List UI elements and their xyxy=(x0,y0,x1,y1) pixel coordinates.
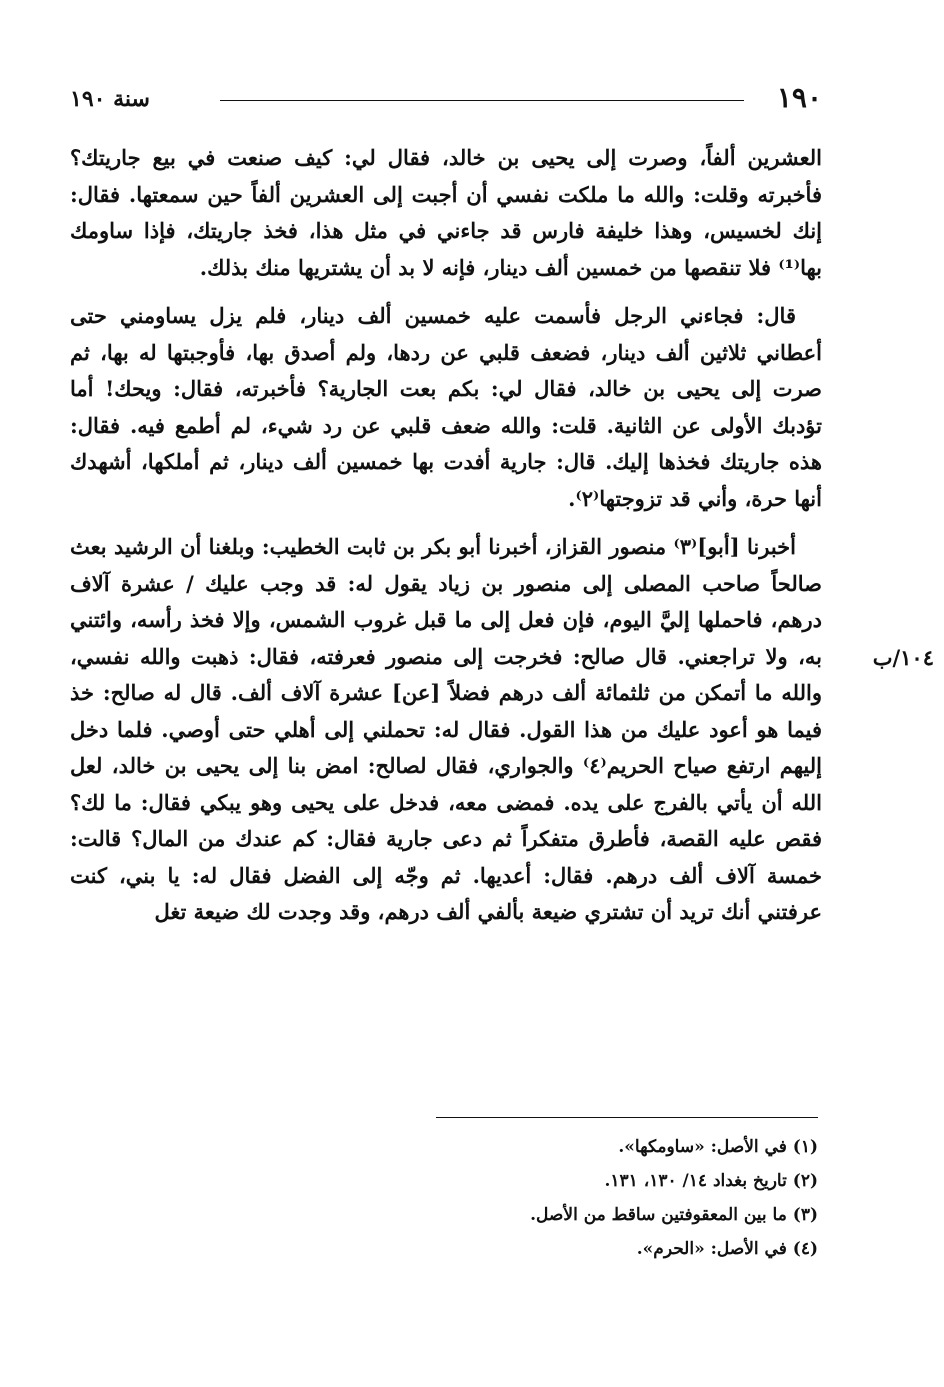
footnote-4: (٤) في الأصل: «الحرم». xyxy=(636,1239,818,1259)
footnote-2: (٢) تاريخ بغداد ١٤/ ١٣٠، ١٣١. xyxy=(604,1171,818,1191)
footnotes xyxy=(200,1130,818,1266)
paragraph-3: أخبرنا [أبو]⁽٣⁾ منصور القزاز، أخبرنا أبو بكر بن ثابت الخطيب: وبلغنا أن الرشيد بعث صالحاً صاحب المصلى إلى منصور بن زياد يقول له: قد وجب عليك / عشرة آلاف درهم، فاحملها إليَّ اليوم، فإن فعل إلى ما قبل غروب الشمس، وإلا فخذ رأسه، وائتني به، ولا تراجعني. قال صالح: فخرجت إلى منصور فعرفته، فقال: ذهبت والله نفسي، والله ما أتمكن من ثلثمائة ألف درهم فضلاً [عن] عشرة آلاف ألف. قال له صالح: خذ فيما هو أعود عليك من هذا القول. فقال له: تحملني إلى أهلي حتى أوصي. فلما دخل إليهم ارتفع صياح الحريم⁽٤⁾ والجواري، فقال لصالح: امض بنا إلى يحيى بن خالد، لعل الله أن يأتي بالفرج على يده. فمضى معه، فدخل على يحيى وهو يبكي فقال: ما لك؟ فقص عليه القصة، فأطرق متفكراً ثم دعى جارية فقال: كم عندك من المال؟ قالت: خمسة آلاف ألف درهم. فقال: أعديها. ثم وجّه إلى الفضل فقال له: يا بني، كنت عرفتني أنك تريد أن تشتري ضيعة بألفي ألف درهم، وقد وجدت لك ضيعة تغل xyxy=(70,534,823,924)
header-divider xyxy=(220,100,744,101)
footnote-divider xyxy=(436,1117,818,1118)
main-text xyxy=(70,140,822,943)
running-head: سنة ١٩٠ xyxy=(70,86,150,112)
footnote-3: (٣) ما بين المعقوفتين ساقط من الأصل. xyxy=(530,1205,818,1225)
footnote-1: (١) في الأصل: «ساومكها». xyxy=(618,1137,818,1157)
manuscript-folio-note: ١٠٤/ب xyxy=(872,645,934,670)
page-number: ١٩٠ xyxy=(776,81,822,114)
paragraph-1: العشرين ألفاً، وصرت إلى يحيى بن خالد، فقال لي: كيف صنعت في بيع جاريتك؟ فأخبرته وقلت: والله ما ملكت نفسي أن أجبت إلى العشرين ألفاً حين سمعتها. فقال: إنك لخسيس، وهذا خليفة فارس قد جاءني في مثل هذا، فخذ جاريتك، فإذا ساومك بها⁽¹⁾ فلا تنقصها من خمسين ألف دينار، فإنه لا بد أن يشتريها منك بذلك. xyxy=(70,145,822,280)
paragraph-2: قال: فجاءني الرجل فأسمت عليه خمسين ألف دينار، فلم يزل يساومني حتى أعطاني ثلاثين ألف دينار، فضعف قلبي عن ردها، ولم أصدق بها، فأوجبتها له بها، ثم صرت إلى يحيى بن خالد، فقال لي: بكم بعت الجارية؟ فأخبرته، فقال: ويحك! أما تؤدبك الأولى عن الثانية. قلت: والله ضعف قلبي عن رد شيء، لم أطمع فيه. فقال: هذه جاريتك فخذها إليك. قال: جارية أفدت بها خمسين ألف دينار، ثم أملكها، أشهدك أنها حرة، وأني قد تزوجتها⁽٢⁾. xyxy=(70,303,822,511)
page-header xyxy=(70,80,822,120)
